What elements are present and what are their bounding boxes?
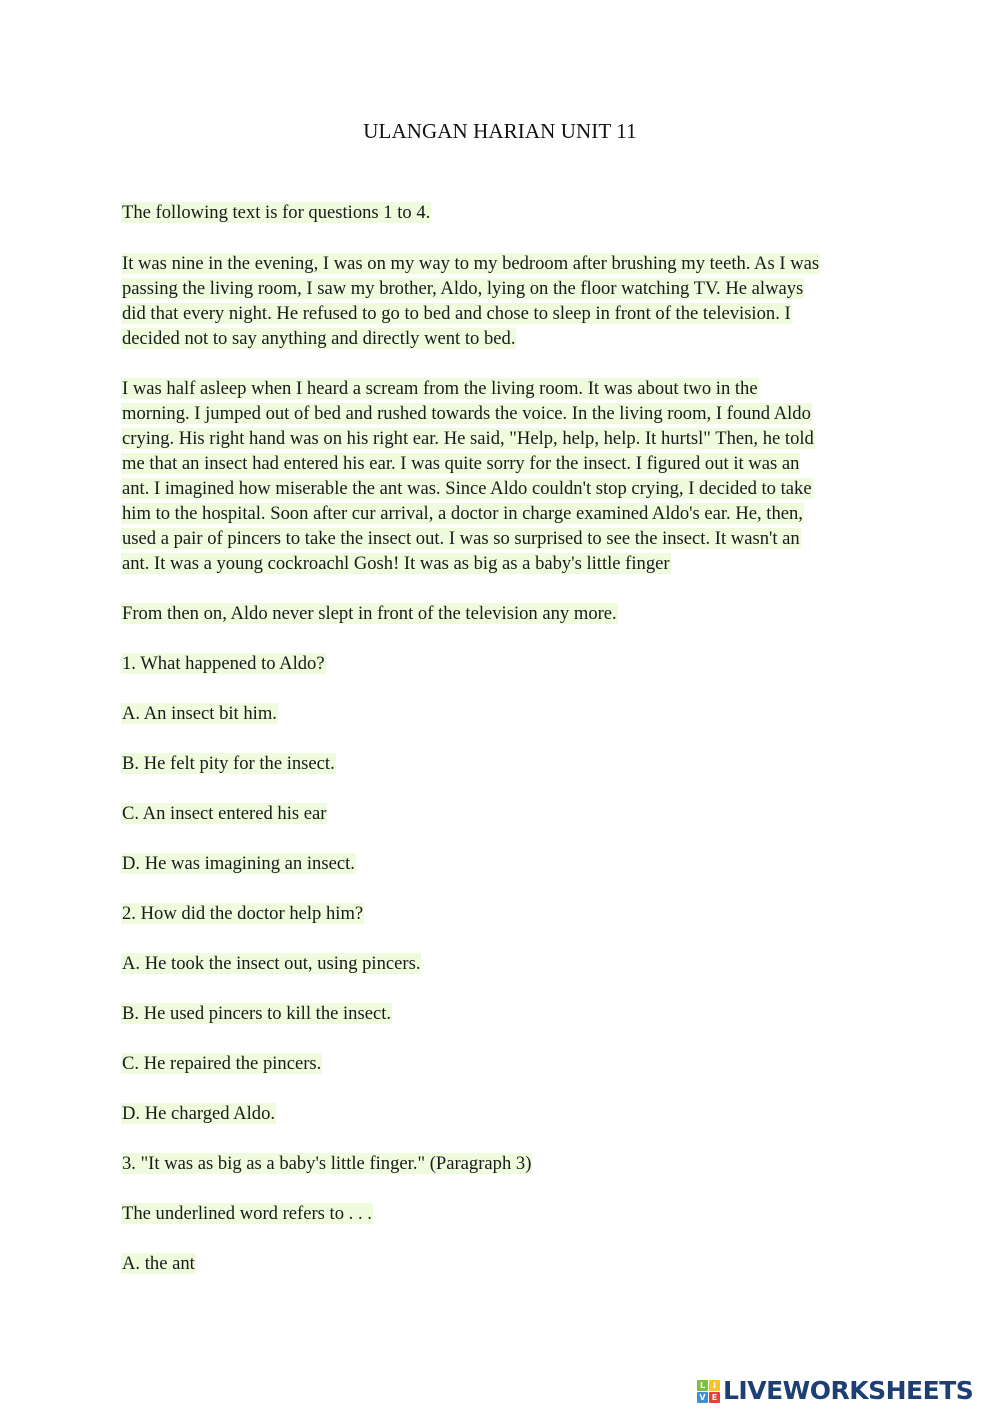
option-text[interactable]: A. the ant xyxy=(122,1253,195,1274)
paragraph-line-text: morning. I jumped out of bed and rushed towards the voice. In the living room, I found Aldo xyxy=(122,403,811,424)
prompt-text: The underlined word refers to . . . xyxy=(122,1203,372,1224)
paragraph-line-text: It was nine in the evening, I was on my way to my bedroom after brushing my teeth. As I was xyxy=(122,253,820,274)
worksheet-title: ULANGAN HARIAN UNIT 11 xyxy=(363,119,637,143)
q2-option-a[interactable] xyxy=(121,951,421,976)
q2-option-d[interactable] xyxy=(121,1101,276,1126)
paragraph-line-text: him to the hospital. Soon after cur arrival, a doctor in charge examined Aldo's ear. He, then, xyxy=(122,503,803,524)
logo-square-e: E xyxy=(709,1392,720,1403)
option-text[interactable]: D. He was imagining an insect. xyxy=(122,853,355,874)
question-text: 2. How did the doctor help him? xyxy=(122,903,364,924)
q1-option-d[interactable] xyxy=(121,851,356,876)
liveworksheets-logo xyxy=(697,1378,973,1404)
logo-square-i: I xyxy=(709,1380,720,1391)
paragraph-line xyxy=(121,426,815,451)
paragraph-line-text: From then on, Aldo never slept in front of the television any more. xyxy=(122,603,617,624)
question-3 xyxy=(121,1151,532,1176)
intro-line: The following text is for questions 1 to 4. xyxy=(122,202,431,223)
paragraph-line xyxy=(121,376,815,401)
option-text[interactable]: A. He took the insect out, using pincers. xyxy=(122,953,421,974)
paragraph-line-text: ant. I imagined how miserable the ant was. Since Aldo couldn't stop crying, I decided to take xyxy=(122,478,812,499)
q3-option-a[interactable] xyxy=(121,1251,196,1276)
paragraph-line xyxy=(121,526,815,551)
question-3-prompt xyxy=(121,1201,373,1226)
logo-text: LIVEWORKSHEETS xyxy=(723,1376,974,1405)
paragraph-line xyxy=(121,251,820,276)
q1-option-c[interactable] xyxy=(121,801,327,826)
q2-option-c[interactable] xyxy=(121,1051,322,1076)
intro-text xyxy=(121,200,431,225)
option-text[interactable]: B. He used pincers to kill the insect. xyxy=(122,1003,392,1024)
reading-paragraph-1 xyxy=(121,251,820,351)
question-1 xyxy=(121,651,326,676)
paragraph-line-text: ant. It was a young cockroachl Gosh! It was as big as a baby's little finger xyxy=(122,553,670,574)
option-text[interactable]: B. He felt pity for the insect. xyxy=(122,753,335,774)
option-text[interactable]: C. He repaired the pincers. xyxy=(122,1053,322,1074)
q1-option-a[interactable] xyxy=(121,701,278,726)
option-text[interactable]: C. An insect entered his ear xyxy=(122,803,327,824)
paragraph-line-text: passing the living room, I saw my brother, Aldo, lying on the floor watching TV. He always xyxy=(122,278,804,299)
option-text[interactable]: D. He charged Aldo. xyxy=(122,1103,276,1124)
question-2 xyxy=(121,901,364,926)
reading-paragraph-2 xyxy=(121,376,815,576)
q1-option-b[interactable] xyxy=(121,751,336,776)
q2-option-b[interactable] xyxy=(121,1001,392,1026)
paragraph-line-text: me that an insect had entered his ear. I was quite sorry for the insect. I figured out it was an xyxy=(122,453,800,474)
paragraph-line-text: decided not to say anything and directly went to bed. xyxy=(122,328,516,349)
paragraph-line-text: I was half asleep when I heard a scream from the living room. It was about two in the xyxy=(122,378,758,399)
reading-paragraph-3 xyxy=(121,601,618,626)
paragraph-line xyxy=(121,276,820,301)
paragraph-line-text: crying. His right hand was on his right ear. He said, "Help, help, help. It hurtsl" Then, he told xyxy=(122,428,814,449)
logo-square-l: L xyxy=(697,1380,708,1391)
paragraph-line xyxy=(121,551,815,576)
paragraph-line xyxy=(121,326,820,351)
logo-square-v: V xyxy=(697,1392,708,1403)
paragraph-line xyxy=(121,501,815,526)
paragraph-line xyxy=(121,301,820,326)
question-text: 3. "It was as big as a baby's little finger." (Paragraph 3) xyxy=(122,1153,532,1174)
question-text: 1. What happened to Aldo? xyxy=(122,653,325,674)
paragraph-line-text: used a pair of pincers to take the insect out. I was so surprised to see the insect. It wasn't an xyxy=(122,528,800,549)
paragraph-line xyxy=(121,401,815,426)
paragraph-line xyxy=(121,451,815,476)
paragraph-line xyxy=(121,476,815,501)
paragraph-line-text: did that every night. He refused to go to bed and chose to sleep in front of the television. I xyxy=(122,303,791,324)
logo-live-squares-icon xyxy=(697,1380,720,1403)
option-text[interactable]: A. An insect bit him. xyxy=(122,703,277,724)
